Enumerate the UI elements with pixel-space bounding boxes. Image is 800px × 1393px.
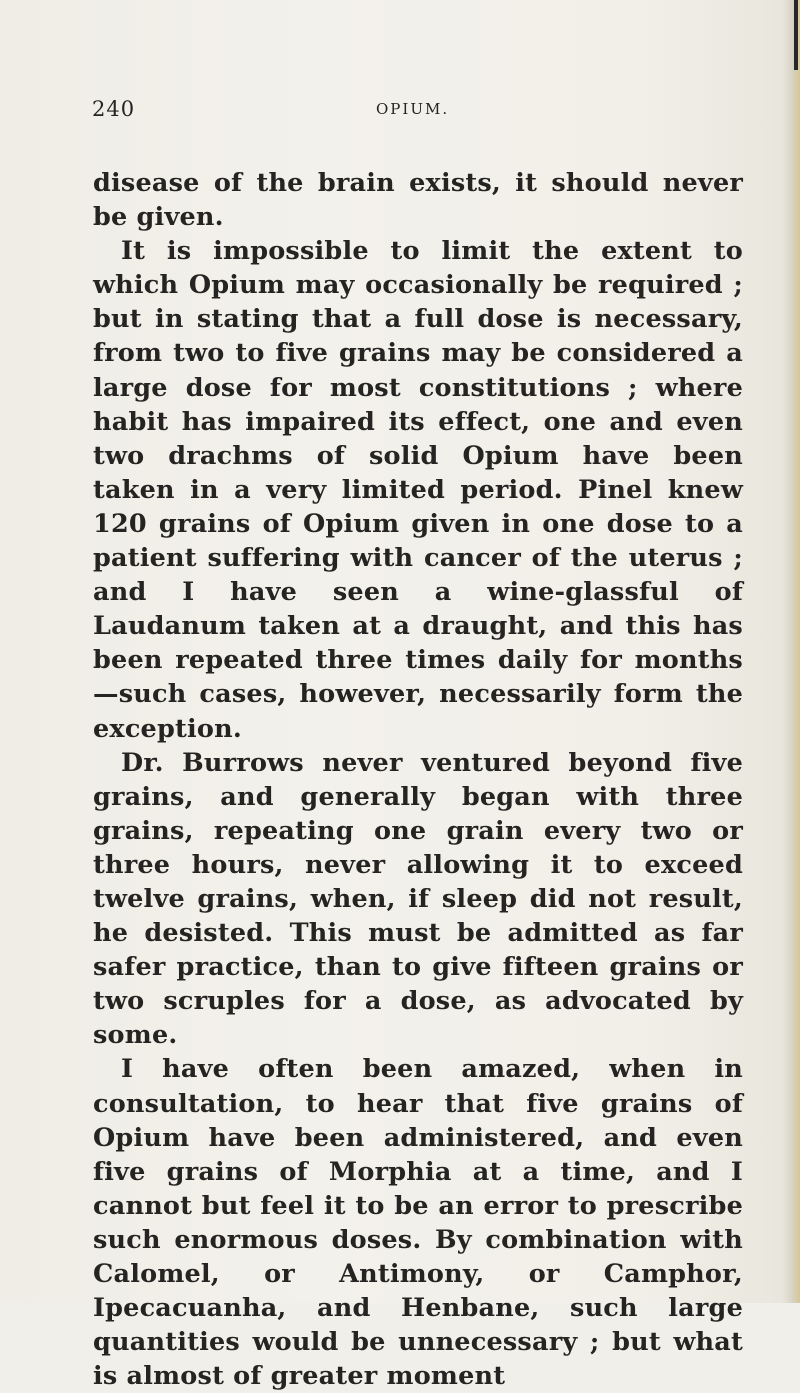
paragraph-dose-limits: It is impossible to limit the extent to which Opium may occasionally be required ; but in stating that a full dose is necessary, from two to five grains may be considered a large dose for most constitutions ; where habit has impaired its effect, one and even two drachms of solid Opium have been taken in a very limited period. Pinel knew 120 grains of Opium given in one dose to a patient suffering with cancer of the uterus ; and I have seen a wine-glassful of Laudanum taken at a draught, and this has been repeated three times daily for months —such cases, however, necessarily form the exception.	[93, 236, 743, 744]
body-text	[93, 166, 743, 1393]
paragraph-consultation: I have often been amazed, when in consultation, to hear that five grains of Opium have been administered, and even five grains of Morphia at a time, and I cannot but feel it to be an error to prescribe such enormous doses. By combination with Calomel, or Antimony, or Camphor, Ipecacuanha, and Henbane, such large quantities would be unnecessary ; but what is almost of greater moment	[93, 1054, 743, 1392]
paragraph-continuation: disease of the brain exists, it should never be given.	[93, 168, 743, 233]
page-edge-mark	[794, 0, 798, 70]
paragraph-burrows: Dr. Burrows never ventured beyond five grains, and generally began with three grains, repeating one grain every two or three hours, never allowing it to exceed twelve grains, when, if sleep did not result, he desisted. This must be admitted as far safer practice, than to give fifteen grains or two scruples for a dose, as advocated by some.	[93, 747, 743, 1051]
running-head: OPIUM.	[376, 100, 450, 118]
page-edge-shadow	[782, 0, 800, 1303]
page-header	[0, 97, 800, 127]
page-number: 240	[92, 97, 136, 121]
